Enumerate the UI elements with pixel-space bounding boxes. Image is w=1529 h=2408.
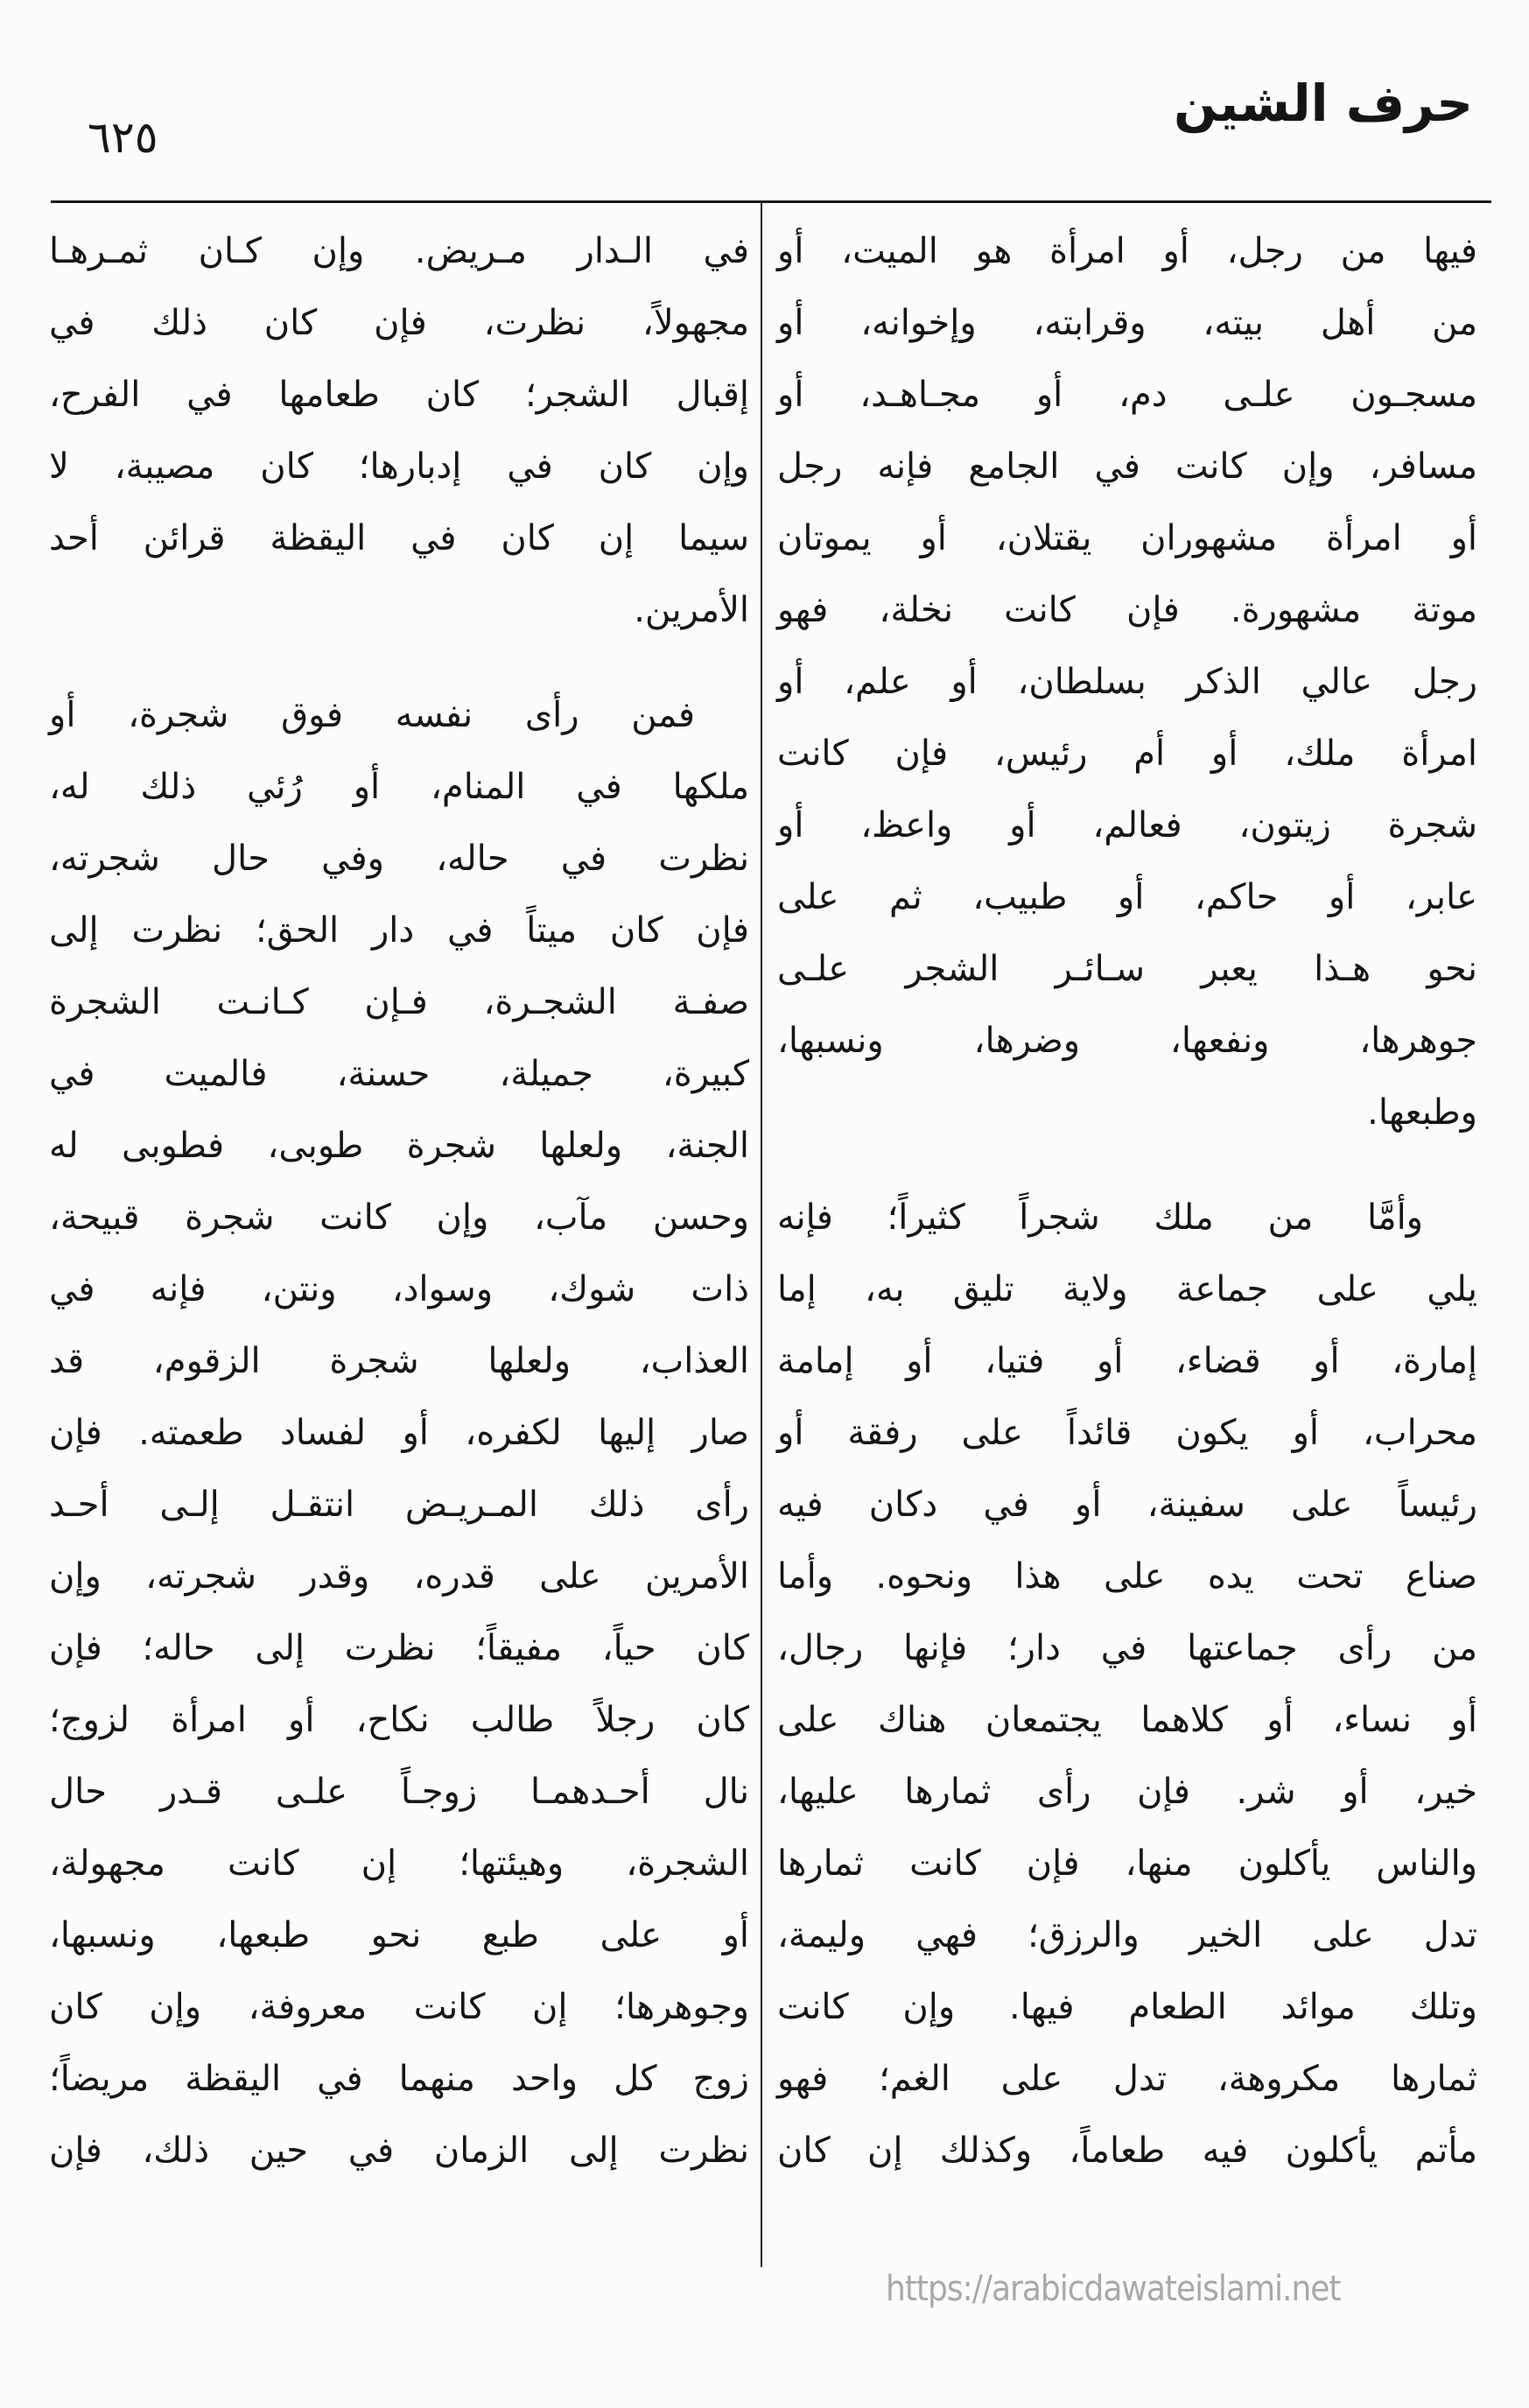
text-line: رأى ذلك المـريـض انتقـل إلـى أحـد	[49, 1485, 749, 1525]
text-line: تدل على الخير والرزق؛ فهي وليمة،	[777, 1915, 1477, 1955]
text-line: أو امرأة مشهوران يقتلان، أو يموتان	[777, 518, 1477, 558]
text-line: نظرت في حاله، وفي حال شجرته،	[49, 839, 749, 879]
text-line: نظرت إلى الزمان في حين ذلك، فإن	[49, 2131, 749, 2171]
text-line: محراب، أو يكون قائداً على رفقة أو	[777, 1413, 1477, 1453]
text-line: ملكها في المنام، أو رُئي ذلك له،	[49, 767, 749, 807]
text-line: والناس يأكلون منها، فإن كانت ثمارها	[777, 1843, 1477, 1884]
text-line: العذاب، ولعلها شجرة الزقوم، قد	[49, 1341, 749, 1381]
text-line: كبيرة، جميلة، حسنة، فالميت في	[49, 1054, 749, 1094]
text-line: إمارة، أو قضاء، أو فتيا، أو إمامة	[777, 1341, 1477, 1381]
column-divider	[761, 203, 762, 2267]
text-line: صار إليها لكفره، أو لفساد طعمته. فإن	[49, 1413, 749, 1453]
page-number: ٦٢٥	[88, 112, 158, 163]
text-line: وجوهرها؛ إن كانت معروفة، وإن كان	[49, 1987, 749, 2027]
header-rule	[51, 200, 1491, 203]
text-line: يلي على جماعة ولاية تليق به، إما	[777, 1269, 1477, 1309]
text-line: فمن رأى نفسه فوق شجرة، أو	[49, 695, 695, 735]
text-line: خير، أو شر. فإن رأى ثمارها عليها،	[777, 1772, 1477, 1812]
text-line: مأتم يأكلون فيه طعاماً، وكذلك إن كان	[777, 2131, 1477, 2171]
text-line: كان حياً، مفيقاً؛ نظرت إلى حاله؛ فإن	[49, 1628, 749, 1668]
text-line: إقبال الشجر؛ كان طعامها في الفرح،	[49, 375, 749, 415]
text-line: سيما إن كان في اليقظة قرائن أحد	[49, 518, 749, 558]
watermark-url: https://arabicdawateislami.net	[886, 2269, 1341, 2309]
text-line: مجهولاً، نظرت، فإن كان ذلك في	[49, 303, 749, 343]
text-line: مسافر، وإن كانت في الجامع فإنه رجل	[777, 446, 1477, 487]
text-line: جوهرها، ونفعها، وضرها، ونسبها،	[777, 1021, 1477, 1061]
text-line: رجل عالي الذكر بسلطان، أو علم، أو	[777, 662, 1477, 702]
text-line: نال أحـدهمـا زوجـاً علـى قـدر حال	[49, 1772, 749, 1812]
text-line: شجرة زيتون، فعالم، أو واعظ، أو	[777, 805, 1477, 846]
text-line: الجنة، ولعلها شجرة طوبى، فطوبى له	[49, 1126, 749, 1166]
text-line: وطبعها.	[1367, 1092, 1477, 1133]
text-line: فإن كان ميتاً في دار الحق؛ نظرت إلى	[49, 910, 749, 951]
text-line: من رأى جماعتها في دار؛ فإنها رجال،	[777, 1628, 1477, 1668]
text-line: صفـة الشجـرة، فـإن كـانـت الشجرة	[49, 982, 749, 1022]
text-line: فيها من رجل، أو امرأة هو الميت، أو	[777, 231, 1477, 271]
text-line: وتلك موائد الطعام فيها. وإن كانت	[777, 1987, 1477, 2027]
column-left	[49, 215, 749, 2187]
text-line: مسجـون علـى دم، أو مجـاهـد، أو	[777, 375, 1477, 415]
text-line: عابر، أو حاكم، أو طبيب، ثم على	[777, 877, 1477, 917]
column-right	[777, 215, 1477, 2187]
text-line: الأمرين على قدره، وقدر شجرته، وإن	[49, 1556, 749, 1597]
text-line: كان رجلاً طالب نكاح، أو امرأة لزوج؛	[49, 1700, 749, 1740]
text-line: صناع تحت يده على هذا ونحوه. وأما	[777, 1556, 1477, 1597]
text-line: في الـدار مـريض. وإن كـان ثمـرهـا	[49, 231, 749, 271]
text-line: زوج كل واحد منهما في اليقظة مريضاً؛	[49, 2059, 749, 2099]
text-line: الشجرة، وهيئتها؛ إن كانت مجهولة،	[49, 1843, 749, 1884]
text-line: موتة مشهورة. فإن كانت نخلة، فهو	[777, 590, 1477, 630]
text-line: وحسن مآب، وإن كانت شجرة قبيحة،	[49, 1197, 749, 1238]
text-line: نحو هـذا يعبر سـائـر الشجر علـى	[777, 949, 1477, 989]
text-line: أو على طبع نحو طبعها، ونسبها،	[49, 1915, 749, 1955]
text-line: ثمارها مكروهة، تدل على الغم؛ فهو	[777, 2059, 1477, 2099]
text-line: رئيساً على سفينة، أو في دكان فيه	[777, 1485, 1477, 1525]
text-line: من أهل بيته، وقرابته، وإخوانه، أو	[777, 303, 1477, 343]
text-line: امرأة ملك، أو أم رئيس، فإن كانت	[777, 734, 1477, 774]
text-line: وإن كان في إدبارها؛ كان مصيبة، لا	[49, 446, 749, 487]
text-line: الأمرين.	[634, 590, 749, 630]
text-line: أو نساء، أو كلاهما يجتمعان هناك على	[777, 1700, 1477, 1740]
text-line: ذات شوك، وسواد، ونتن، فإنه في	[49, 1269, 749, 1309]
page-title: حرف الشين	[1174, 74, 1473, 133]
text-line: وأمَّا من ملك شجراً كثيراً؛ فإنه	[777, 1197, 1423, 1238]
